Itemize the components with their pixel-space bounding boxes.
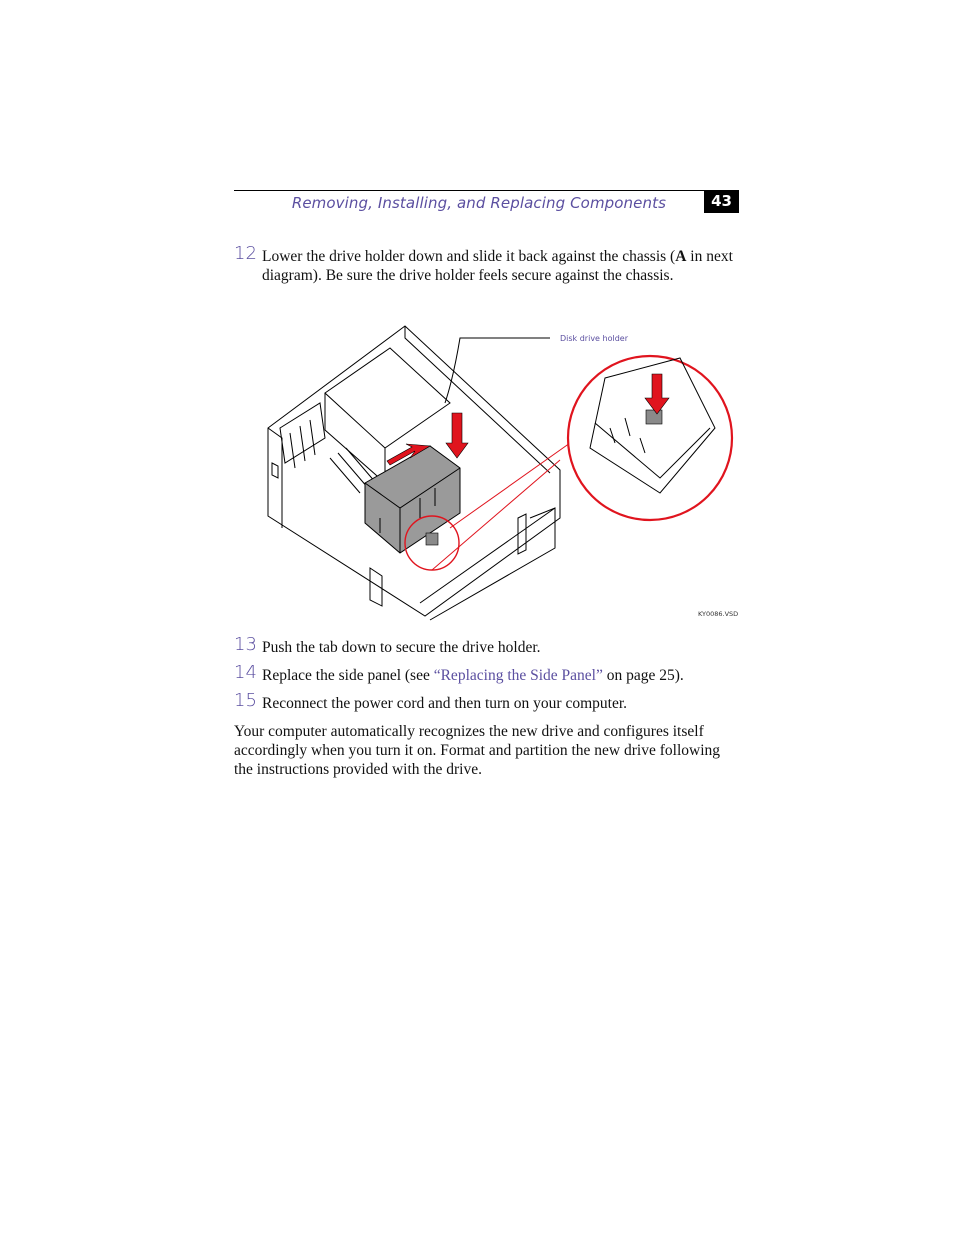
page-number-badge: 43	[704, 190, 739, 213]
step-text-part: Replace the side panel (see	[262, 667, 434, 684]
step-number: 14	[234, 662, 257, 683]
step-text-part: in next diagram). Be sure the drive holder feels secure against the chassis.	[262, 248, 733, 284]
step-text	[262, 247, 740, 285]
chassis-illustration	[260, 318, 740, 624]
step-text-part: on page 25).	[602, 667, 684, 684]
closing-paragraph: Your computer automatically recognizes the new drive and configures itself accordingly when you turn it on. Format and partition the new drive following the instructions provided with the drive.	[234, 723, 720, 778]
step-number: 15	[234, 690, 257, 711]
step-text-part: Lower the drive holder down and slide it back against the chassis (	[262, 248, 676, 265]
drive-holder-figure	[260, 318, 740, 624]
step-text: Push the tab down to secure the drive holder.	[262, 639, 541, 656]
replacing-side-panel-link[interactable]: “Replacing the Side Panel”	[433, 667, 603, 684]
figure-code: KY0086.VSD	[698, 610, 739, 618]
step-text: Reconnect the power cord and then turn on your computer.	[262, 695, 627, 712]
step-number: 13	[234, 634, 257, 655]
running-header-title: Removing, Installing, and Replacing Components	[291, 194, 666, 212]
header-rule	[234, 190, 739, 191]
step-bold-label: A	[675, 248, 687, 265]
step-number: 12	[234, 243, 257, 264]
step-text	[262, 666, 740, 685]
callout-label: Disk drive holder	[560, 334, 628, 343]
